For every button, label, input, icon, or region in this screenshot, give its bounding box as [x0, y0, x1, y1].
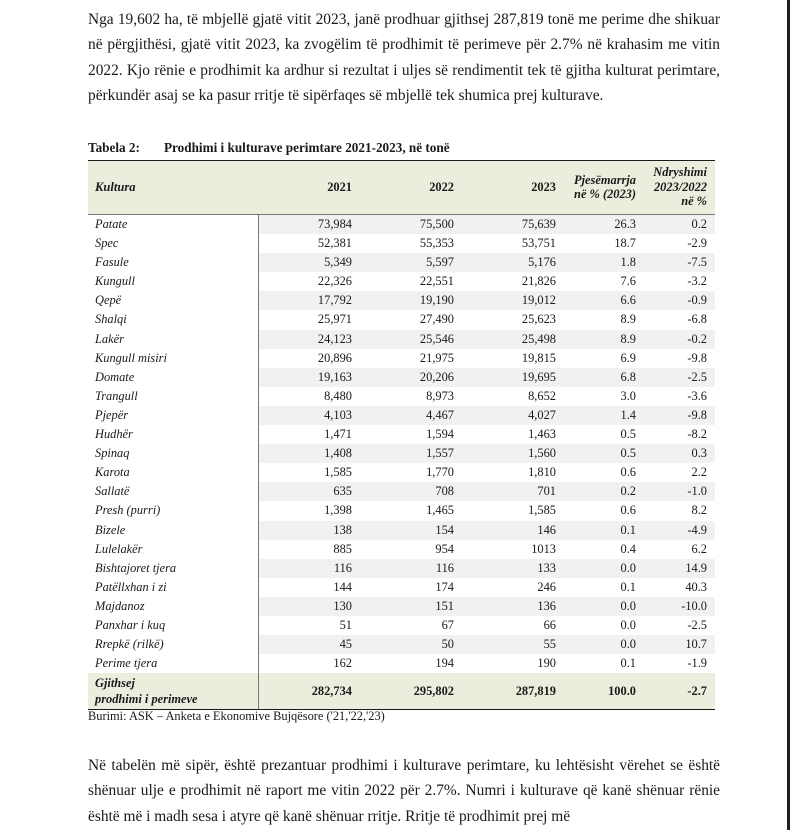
cell-y2022: 154 — [360, 521, 462, 540]
table-row — [88, 368, 715, 387]
table-row — [88, 578, 715, 597]
header-2022: 2022 — [360, 161, 462, 215]
cell-y2022: 194 — [435, 656, 454, 671]
cell-y2023: 4,027 — [462, 406, 564, 425]
table-row — [88, 310, 715, 329]
cell-y2023: 1,560 — [462, 444, 564, 463]
intro-paragraph: Nga 19,602 ha, të mbjellë gjatë vitit 2023, janë prodhuar gjithsej 287,819 tonë me perime dhe shikuar në përgjithësi, gjatë vitit 2023, ka zvogëlim të prodhimit të perimeve për 2.7% në krahasim me vitin 2022. Kjo rënie e prodhimit ka ardhur si rezultat i uljes së rendimentit tek të gjitha kulturat perimtare, përkundër asaj se ka pasur rritje të sipërfaqes së mbjellë tek shumica prej kulturave. — [88, 11, 720, 104]
cell-y2021: 19,163 — [258, 368, 360, 387]
cell-share: 0.5 — [620, 427, 636, 442]
cell-y2022: 50 — [360, 635, 462, 654]
cell-y2023: 66 — [543, 617, 556, 632]
cell-y2021: 116 — [258, 559, 360, 578]
cell-y2023: 136 — [462, 597, 564, 616]
cell-change: -0.9 — [644, 291, 715, 310]
cell-y2023: 25,498 — [462, 330, 564, 349]
total-2023: 287,819 — [462, 673, 564, 710]
cell-y2023: 19,815 — [521, 350, 556, 365]
table-row — [88, 291, 715, 310]
cell-y2021: 22,326 — [317, 274, 352, 289]
cell-y2022: 1,770 — [426, 465, 454, 480]
header-crop: Kultura — [88, 161, 258, 215]
cell-y2022: 20,206 — [360, 368, 462, 387]
cell-y2021: 635 — [258, 482, 360, 501]
cell-share: 6.6 — [564, 291, 644, 310]
cell-y2022: 55,353 — [419, 236, 454, 251]
cell-y2023: 5,176 — [462, 253, 564, 272]
cell-y2022: 1,594 — [426, 427, 454, 442]
table-row — [88, 521, 715, 540]
cell-y2022: 1,465 — [426, 503, 454, 518]
header-2023: 2023 — [462, 161, 564, 215]
cell-change: 0.2 — [644, 215, 715, 235]
cell-share: 1.4 — [564, 406, 644, 425]
cell-y2023: 53,751 — [521, 236, 556, 251]
total-2022: 295,802 — [360, 673, 462, 710]
crop-name: Domate — [88, 368, 258, 387]
cell-y2023: 1,585 — [528, 503, 556, 518]
cell-change: 10.7 — [644, 635, 715, 654]
cell-change: -8.2 — [687, 427, 707, 442]
cell-change: -3.2 — [687, 274, 707, 289]
table-row — [88, 272, 715, 291]
cell-y2021: 8,480 — [324, 388, 352, 403]
cell-change: -10.0 — [644, 597, 715, 616]
cell-y2021: 25,971 — [317, 312, 352, 327]
cell-change: -9.8 — [687, 350, 707, 365]
crop-name: Lakër — [88, 330, 258, 349]
cell-y2022: 5,597 — [360, 253, 462, 272]
crop-name: Karota — [88, 463, 258, 482]
cell-share: 8.9 — [620, 312, 636, 327]
vegetable-production-table — [88, 160, 715, 710]
cell-share: 0.0 — [564, 597, 644, 616]
cell-y2023: 701 — [462, 482, 564, 501]
cell-share: 0.0 — [564, 635, 644, 654]
cell-y2021: 5,349 — [258, 253, 360, 272]
total-label: Gjithsej prodhimi i perimeve — [88, 673, 258, 710]
cell-y2022: 75,500 — [360, 215, 462, 235]
cell-y2022: 25,546 — [360, 330, 462, 349]
crop-name: Bishtajoret tjera — [88, 559, 258, 578]
header-share: Pjesëmarrja në % (2023) — [564, 161, 644, 215]
table-row — [88, 597, 715, 616]
crop-name: Kungull — [88, 272, 258, 291]
crop-name: Patate — [88, 215, 258, 235]
cell-change: -2.5 — [687, 617, 707, 632]
cell-y2022: 8,973 — [426, 388, 454, 403]
cell-y2021: 17,792 — [258, 291, 360, 310]
table-row — [88, 215, 715, 235]
crop-name: Spinaq — [88, 444, 258, 463]
cell-y2021: 52,381 — [317, 236, 352, 251]
crop-name: Spec — [88, 234, 258, 253]
table-row — [88, 635, 715, 654]
table-row — [88, 444, 715, 463]
cell-share: 1.8 — [564, 253, 644, 272]
cell-change: 14.9 — [644, 559, 715, 578]
table-row — [88, 349, 715, 368]
cell-share: 0.1 — [564, 521, 644, 540]
table-row — [88, 616, 715, 635]
cell-y2021: 885 — [333, 541, 352, 556]
cell-share: 8.9 — [564, 330, 644, 349]
cell-share: 0.0 — [620, 617, 636, 632]
cell-y2021: 144 — [333, 579, 352, 594]
table-row — [88, 425, 715, 444]
cell-change: -6.8 — [687, 312, 707, 327]
cell-share: 7.6 — [620, 274, 636, 289]
cell-share: 18.7 — [614, 236, 636, 251]
cell-y2023: 21,826 — [521, 274, 556, 289]
cell-y2021: 1,408 — [258, 444, 360, 463]
cell-y2022: 708 — [360, 482, 462, 501]
cell-y2023: 8,652 — [528, 388, 556, 403]
cell-change: -9.8 — [644, 406, 715, 425]
cell-y2021: 51 — [339, 617, 352, 632]
cell-y2021: 130 — [258, 597, 360, 616]
cell-share: 0.4 — [620, 541, 636, 556]
cell-y2021: 24,123 — [258, 330, 360, 349]
table-row — [88, 559, 715, 578]
cell-y2023: 25,623 — [521, 312, 556, 327]
cell-y2022: 19,190 — [360, 291, 462, 310]
cell-share: 0.1 — [620, 579, 636, 594]
crop-name: Trangull — [88, 387, 258, 406]
crop-name: Lulelakër — [88, 540, 258, 559]
cell-change: 8.2 — [691, 503, 707, 518]
cell-y2023: 1,810 — [528, 465, 556, 480]
table-row — [88, 540, 715, 559]
table-total-row — [88, 673, 715, 710]
crop-name: Bizele — [88, 521, 258, 540]
crop-name: Perime tjera — [88, 654, 258, 673]
crop-name: Qepë — [88, 291, 258, 310]
cell-change: -1.9 — [687, 656, 707, 671]
cell-y2022: 27,490 — [419, 312, 454, 327]
table-row — [88, 463, 715, 482]
table-row — [88, 253, 715, 272]
cell-y2023: 146 — [462, 521, 564, 540]
cell-y2021: 1,398 — [324, 503, 352, 518]
total-share: 100.0 — [564, 673, 644, 710]
crop-name: Fasule — [88, 253, 258, 272]
crop-name: Pjepër — [88, 406, 258, 425]
table-row — [88, 654, 715, 673]
crop-name: Presh (purri) — [88, 501, 258, 520]
cell-change: -1.0 — [644, 482, 715, 501]
cell-y2023: 133 — [462, 559, 564, 578]
cell-y2023: 75,639 — [462, 215, 564, 235]
crop-name: Kungull misiri — [88, 349, 258, 368]
cell-y2021: 1,585 — [324, 465, 352, 480]
cell-share: 0.1 — [620, 656, 636, 671]
cell-y2023: 55 — [462, 635, 564, 654]
cell-change: -7.5 — [644, 253, 715, 272]
total-2021: 282,734 — [258, 673, 360, 710]
cell-y2022: 151 — [360, 597, 462, 616]
cell-change: -0.2 — [644, 330, 715, 349]
crop-name: Shalqi — [88, 310, 258, 329]
cell-share: 6.9 — [620, 350, 636, 365]
cell-y2021: 45 — [258, 635, 360, 654]
crop-name: Sallatë — [88, 482, 258, 501]
cell-share: 26.3 — [564, 215, 644, 235]
cell-y2021: 138 — [258, 521, 360, 540]
cell-y2023: 190 — [537, 656, 556, 671]
cell-y2022: 954 — [435, 541, 454, 556]
cell-y2021: 1,471 — [324, 427, 352, 442]
table-row — [88, 482, 715, 501]
table-title: Prodhimi i kulturave perimtare 2021-2023, në tonë — [164, 140, 450, 155]
crop-name: Hudhër — [88, 425, 258, 444]
cell-y2022: 67 — [441, 617, 454, 632]
cell-y2021: 73,984 — [258, 215, 360, 235]
header-2021: 2021 — [258, 161, 360, 215]
header-change: Ndryshimi 2023/2022 në % — [644, 161, 715, 215]
cell-change: -3.6 — [687, 388, 707, 403]
analysis-paragraph: Në tabelën më sipër, është prezantuar prodhimi i kulturave perimtare, ku lehtësisht vërehet se është shënuar ulje e prodhimit në raport me vitin 2022 për 2.7%. Numri i kulturave që kanë shënuar rënie është më i madh sesa i atyre që kanë shënuar rritje. Rritje të prodhimit prej më — [88, 757, 720, 825]
cell-change: -2.9 — [687, 236, 707, 251]
cell-change: -4.9 — [644, 521, 715, 540]
cell-share: 0.2 — [564, 482, 644, 501]
cell-y2023: 246 — [537, 579, 556, 594]
cell-share: 0.6 — [620, 503, 636, 518]
crop-name: Majdanoz — [88, 597, 258, 616]
cell-y2022: 4,467 — [360, 406, 462, 425]
cell-change: 2.2 — [691, 465, 707, 480]
cell-y2021: 162 — [333, 656, 352, 671]
cell-y2023: 19,695 — [462, 368, 564, 387]
table-row — [88, 234, 715, 253]
cell-y2023: 19,012 — [462, 291, 564, 310]
cell-share: 0.0 — [564, 559, 644, 578]
cell-y2023: 1,463 — [528, 427, 556, 442]
table-row — [88, 406, 715, 425]
cell-y2021: 4,103 — [258, 406, 360, 425]
cell-y2023: 1013 — [531, 541, 556, 556]
cell-y2022: 21,975 — [419, 350, 454, 365]
cell-y2021: 20,896 — [317, 350, 352, 365]
cell-y2022: 1,557 — [360, 444, 462, 463]
table-source-note: Burimi: ASK – Anketa e Ekonomive Bujqësore ('21,'22,'23) — [88, 709, 385, 723]
cell-change: 0.3 — [644, 444, 715, 463]
cell-change: 6.2 — [691, 541, 707, 556]
table-row — [88, 330, 715, 349]
table-caption — [88, 140, 450, 156]
cell-share: 3.0 — [620, 388, 636, 403]
crop-name: Rrepkë (rilkë) — [88, 635, 258, 654]
cell-share: 0.6 — [620, 465, 636, 480]
total-change: -2.7 — [644, 673, 715, 710]
table-row — [88, 501, 715, 520]
cell-y2022: 22,551 — [419, 274, 454, 289]
table-row — [88, 387, 715, 406]
table-header-row — [88, 161, 715, 215]
cell-y2022: 174 — [435, 579, 454, 594]
cell-change: 40.3 — [685, 579, 707, 594]
table-label: Tabela 2: — [88, 140, 140, 155]
cell-share: 6.8 — [564, 368, 644, 387]
crop-name: Patëllxhan i zi — [88, 578, 258, 597]
crop-name: Panxhar i kuq — [88, 616, 258, 635]
cell-change: -2.5 — [644, 368, 715, 387]
cell-y2022: 116 — [360, 559, 462, 578]
cell-share: 0.5 — [564, 444, 644, 463]
